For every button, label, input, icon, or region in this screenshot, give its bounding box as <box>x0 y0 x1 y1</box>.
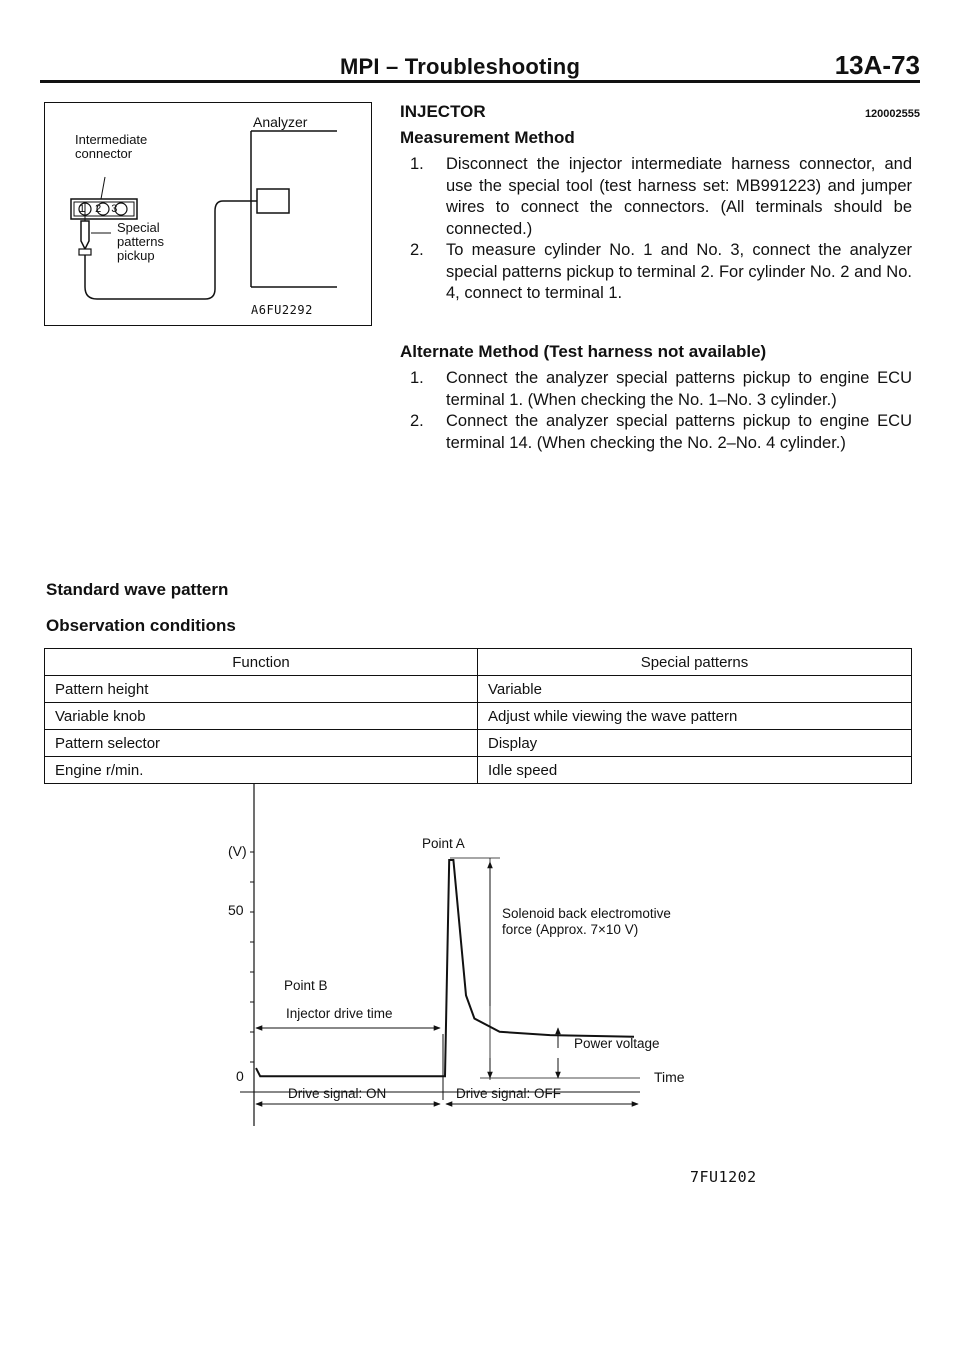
y-tick-label-0: 0 <box>236 1068 244 1084</box>
table-header-row <box>45 649 912 676</box>
solenoid-label-text-line-2: force (Approx. 7×10 V) <box>502 922 639 937</box>
step-number: 2. <box>410 241 424 259</box>
alternate-steps <box>410 368 912 454</box>
step-text: To measure cylinder No. 1 and No. 3, connect the analyzer special patterns pickup to terminal 2. For cylinder No. 2 and No. 4, connect to terminal 1. <box>446 241 912 302</box>
table-row <box>45 676 912 703</box>
analyzer-label: Analyzer <box>253 114 308 130</box>
header-rule <box>40 80 920 83</box>
measurement-step <box>410 240 912 305</box>
pickup-label-line-2: patterns <box>117 234 164 249</box>
injector-title: INJECTOR <box>400 102 486 121</box>
y-tick-label-50: 50 <box>228 902 244 918</box>
step-text: Connect the analyzer special patterns pickup to engine ECU terminal 14. (When checking the No. 2–No. 4 cylinder.) <box>446 412 912 452</box>
page-header-title: MPI – Troubleshooting <box>340 54 581 79</box>
measurement-step <box>410 154 912 240</box>
table-cell: Pattern height <box>45 676 478 703</box>
table-row <box>45 703 912 730</box>
measurement-method-title: Measurement Method <box>400 128 575 147</box>
connection-diagram <box>44 102 372 326</box>
point-b-label: Point B <box>284 978 328 993</box>
y-axis-label: (V) <box>228 843 247 859</box>
step-text: Connect the analyzer special patterns pickup to engine ECU terminal 1. (When checking the No. 1–No. 3 cylinder.) <box>446 369 912 409</box>
table-row <box>45 730 912 757</box>
step-number: 2. <box>410 412 424 430</box>
measurement-steps <box>410 154 912 305</box>
point-a-label: Point A <box>422 836 465 851</box>
waveform-svg <box>200 780 720 1140</box>
power-voltage-label: Power voltage <box>574 1036 660 1051</box>
step-number: 1. <box>410 369 424 387</box>
alternate-step <box>410 411 912 454</box>
solenoid-label <box>502 906 675 937</box>
table-cell: Display <box>478 730 912 757</box>
table-cell: Pattern selector <box>45 730 478 757</box>
waveform-figure-code: 7FU1202 <box>690 1168 757 1186</box>
step-number: 1. <box>410 155 424 173</box>
table-cell: Adjust while viewing the wave pattern <box>478 703 912 730</box>
table-cell: Engine r/min. <box>45 757 478 784</box>
observation-table <box>44 648 912 784</box>
intermediate-connector-label: Intermediate connector <box>75 132 148 161</box>
pickup-label-line-1: Special <box>117 220 160 235</box>
alternate-method-title: Alternate Method (Test harness not available) <box>400 342 767 361</box>
standard-wave-title: Standard wave pattern <box>46 580 229 599</box>
step-text: Disconnect the injector intermediate harness connector, and use the special tool (test harness set: MB991223) and jumper wires to connect the connectors. (All terminals should be connected.) <box>446 155 912 238</box>
table-header-cell: Special patterns <box>478 649 912 676</box>
table-cell: Idle speed <box>478 757 912 784</box>
waveform-chart <box>200 780 720 1140</box>
connector-pin-numbers: 123 <box>79 203 128 215</box>
connection-figure-code: A6FU2292 <box>251 303 313 317</box>
table-cell: Variable <box>478 676 912 703</box>
injector-ref-code: 120002555 <box>864 108 920 120</box>
solenoid-label-text: Solenoid back electromotive <box>502 906 671 921</box>
injector-drive-time-label: Injector drive time <box>286 1006 393 1021</box>
table-cell: Variable knob <box>45 703 478 730</box>
observation-conditions-title: Observation conditions <box>46 616 236 635</box>
pickup-label-line-3: pickup <box>117 248 155 263</box>
drive-off-label: Drive signal: OFF <box>456 1086 562 1101</box>
drive-on-label: Drive signal: ON <box>288 1086 387 1101</box>
table-header-cell: Function <box>45 649 478 676</box>
x-axis-label: Time <box>654 1069 685 1085</box>
page-number: 13A-73 <box>834 50 920 80</box>
alternate-step <box>410 368 912 411</box>
